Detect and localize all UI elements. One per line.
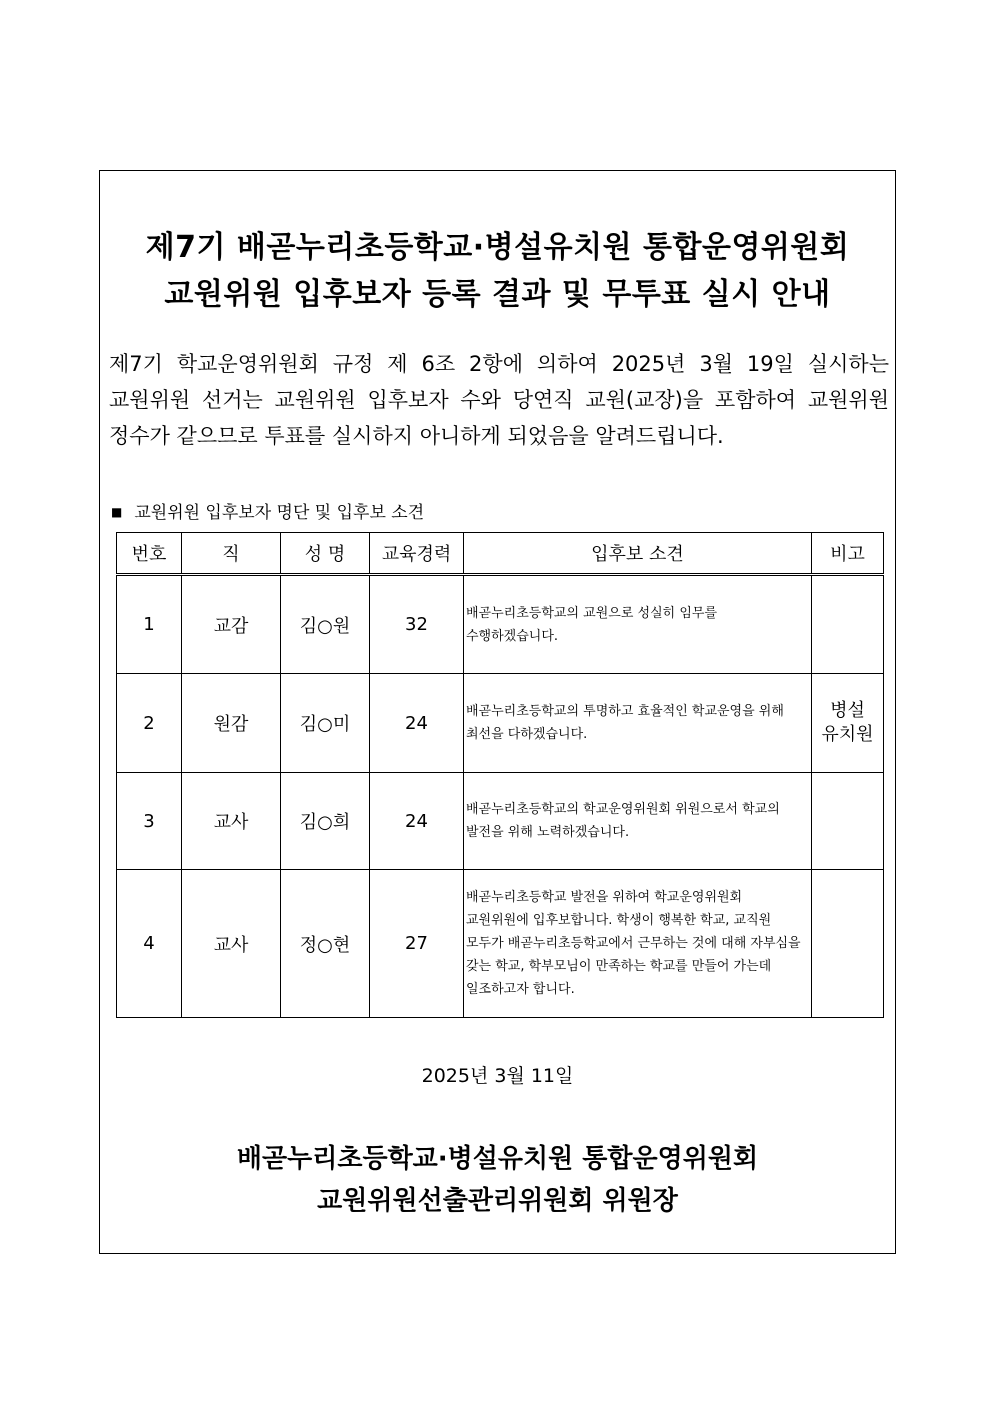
cell-number: 1	[117, 575, 182, 674]
document-title-line2: 교원위원 입후보자 등록 결과 및 무투표 실시 안내	[164, 277, 831, 312]
notice-paragraph: 제7기 학교운영위원회 규정 제 6조 2항에 의하여 2025년 3월 19일 실시하는 교원위원 선거는 교원위원 입후보자 수와 당연직 교원(교장)을 포함하여 교원위원 정수가 같으므로 투표를 실시하지 아니하게 되었음을 알려드립니다.	[109, 352, 889, 448]
cell-position: 원감	[182, 674, 281, 773]
cell-statement: 배곧누리초등학교의 교원으로 성실히 임무를 수행하겠습니다.	[464, 575, 812, 674]
cell-position: 교감	[182, 575, 281, 674]
section-heading	[111, 498, 424, 523]
cell-statement: 배곧누리초등학교 발전을 위하여 학교운영위원회 교원위원에 입후보합니다. 학생이 행복한 학교, 교직원 모두가 배곧누리초등학교에서 근무하는 것에 대해 자부심을 갖는 학교, 학부모님이 만족하는 학교를 만들어 가는데 일조하고자 합니다.	[464, 870, 812, 1018]
cell-position: 교사	[182, 870, 281, 1018]
square-bullet-icon: ■	[111, 505, 123, 519]
cell-position: 교사	[182, 773, 281, 870]
table-row	[117, 773, 884, 870]
header-position: 직	[182, 533, 281, 575]
cell-name: 정○현	[281, 870, 370, 1018]
header-remark: 비고	[812, 533, 884, 575]
signature-line2: 교원위원선출관리위원회 위원장	[317, 1186, 678, 1216]
cell-name: 김○미	[281, 674, 370, 773]
candidate-table	[116, 532, 884, 1018]
cell-name: 김○원	[281, 575, 370, 674]
cell-number: 3	[117, 773, 182, 870]
signature-line1: 배곧누리초등학교·병설유치원 통합운영위원회	[236, 1144, 759, 1174]
document-frame	[99, 170, 896, 1254]
cell-statement: 배곧누리초등학교의 투명하고 효율적인 학교운영을 위해 최선을 다하겠습니다.	[464, 674, 812, 773]
cell-career: 24	[370, 674, 464, 773]
cell-number: 4	[117, 870, 182, 1018]
header-number: 번호	[117, 533, 182, 575]
cell-career: 24	[370, 773, 464, 870]
cell-remark	[812, 773, 884, 870]
cell-name: 김○희	[281, 773, 370, 870]
cell-remark: 병설 유치원	[812, 674, 884, 773]
cell-number: 2	[117, 674, 182, 773]
section-heading-text: 교원위원 입후보자 명단 및 입후보 소견	[134, 503, 425, 523]
cell-remark	[812, 575, 884, 674]
cell-remark	[812, 870, 884, 1018]
table-header-row	[117, 533, 884, 575]
announcement-date: 2025년 3월 11일	[421, 1065, 574, 1087]
cell-career: 32	[370, 575, 464, 674]
table-row	[117, 674, 884, 773]
table-row	[117, 575, 884, 674]
document-title-line1: 제7기 배곧누리초등학교·병설유치원 통합운영위원회	[145, 230, 850, 265]
header-statement: 입후보 소견	[464, 533, 812, 575]
table-row	[117, 870, 884, 1018]
header-career: 교육경력	[370, 533, 464, 575]
header-name: 성 명	[281, 533, 370, 575]
cell-career: 27	[370, 870, 464, 1018]
cell-statement: 배곧누리초등학교의 학교운영위원회 위원으로서 학교의 발전을 위해 노력하겠습니다.	[464, 773, 812, 870]
